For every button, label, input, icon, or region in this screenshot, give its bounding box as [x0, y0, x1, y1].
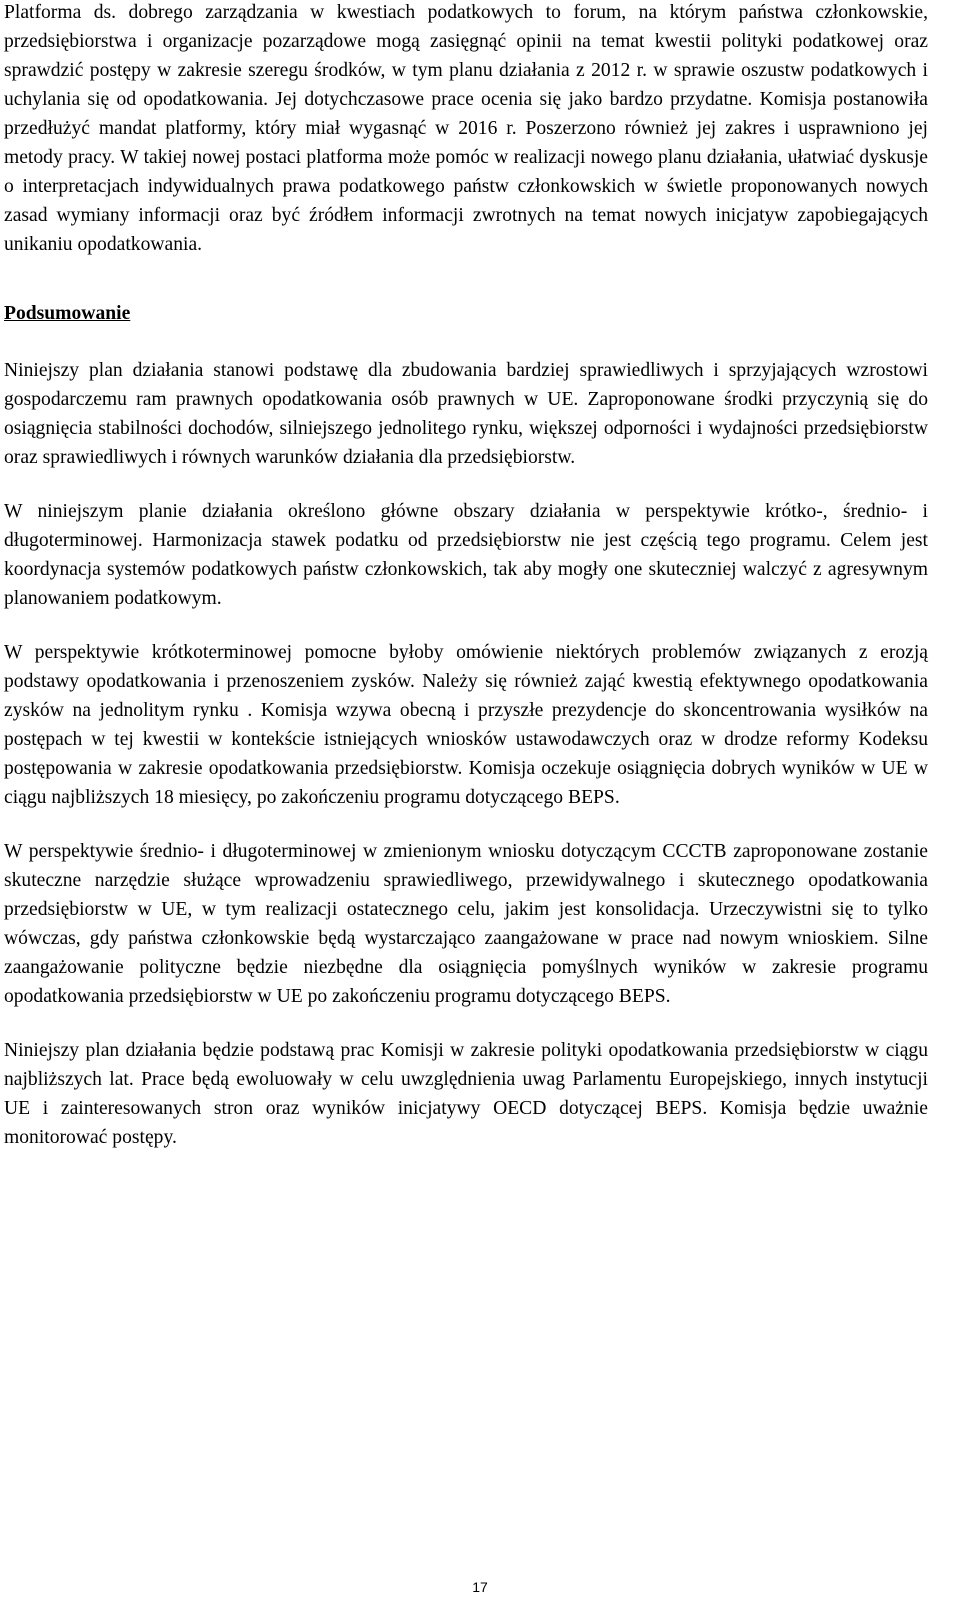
- paragraph-conclusion: Niniejszy plan działania będzie podstawą prac Komisji w zakresie polityki opodatkowania przedsiębiorstw w ciągu najbliższych lat. Prace będą ewoluowały w celu uwzględnienia uwag Parlamentu Europejskiego, innych instytucji UE i zainteresowanych stron oraz wyników inicjatywy OECD dotyczącej BEPS. Komisja będzie uważnie monitorować postępy.: [4, 1040, 928, 1148]
- page-number: 17: [472, 1579, 488, 1595]
- intro-paragraph: Platforma ds. dobrego zarządzania w kwestiach podatkowych to forum, na którym państwa członkowskie, przedsiębiorstwa i organizacje pozarządowe mogą zasięgnąć opinii na temat kwestii polityki podatkowej oraz sprawdzić postępy w zakresie szeregu środków, w tym planu działania z 2012 r. w sprawie oszustw podatkowych i uchylania się od opodatkowania. Jej dotychczasowe prace ocenia się jako bardzo przydatne. Komisja postanowiła przedłużyć mandat platformy, który miał wygasnąć w 2016 r. Poszerzono również jej zakres i usprawniono jej metody pracy. W takiej nowej postaci platforma może pomóc w realizacji nowego planu działania, ułatwiać dyskusje o interpretacjach indywidualnych prawa podatkowego państw członkowskich w świetle proponowanych nowych zasad wymiany informacji oraz być źródłem informacji zwrotnych na temat nowych inicjatyw zapobiegających unikaniu opodatkowania.: [4, 2, 928, 255]
- paragraph-main-areas: W niniejszym planie działania określono główne obszary działania w perspektywie krótko-, średnio- i długoterminowej. Harmonizacja stawek podatku od przedsiębiorstw nie jest częścią tego programu. Celem jest koordynacja systemów podatkowych państw członkowskich, tak aby mogły one skuteczniej walczyć z agresywnym planowaniem podatkowym.: [4, 501, 928, 609]
- paragraph-summary: Niniejszy plan działania stanowi podstawę dla zbudowania bardziej sprawiedliwych i sprzyjających wzrostowi gospodarczemu ram prawnych opodatkowania osób prawnych w UE. Zaproponowane środki przyczynią się do osiągnięcia stabilności dochodów, silniejszego jednolitego rynku, większej odporności i wydajności przedsiębiorstw oraz sprawiedliwych i równych warunków działania dla przedsiębiorstw.: [4, 360, 928, 468]
- section-heading: Podsumowanie: [4, 303, 131, 324]
- paragraph-short-term: W perspektywie krótkoterminowej pomocne byłoby omówienie niektórych problemów związanych z erozją podstawy opodatkowania i przenoszeniem zysków. Należy się również zająć kwestią efektywnego opodatkowania zysków na jednolitym rynku . Komisja wzywa obecną i przyszłe prezydencje do skoncentrowania wysiłków na postępach w tej kwestii w kontekście istniejących wniosków ustawodawczych oraz w drodze reformy Kodeksu postępowania w zakresie opodatkowania przedsiębiorstw. Komisja oczekuje osiągnięcia dobrych wyników w UE w ciągu najbliższych 18 miesięcy, po zakończeniu programu dotyczącego BEPS.: [4, 642, 928, 808]
- paragraph-medium-long-term: W perspektywie średnio- i długoterminowej w zmienionym wniosku dotyczącym CCCTB zaproponowane zostanie skuteczne narzędzie służące wprowadzeniu sprawiedliwego, przewidywalnego i skutecznego opodatkowania przedsiębiorstw w UE, w tym realizacji ostatecznego celu, jakim jest konsolidacja. Urzeczywistni się to tylko wówczas, gdy państwa członkowskie będą wystarczająco zaangażowane w prace nad nowym wnioskiem. Silne zaangażowanie polityczne będzie niezbędne dla osiągnięcia pomyślnych wyników w zakresie programu opodatkowania przedsiębiorstw w UE po zakończeniu programu dotyczącego BEPS.: [4, 841, 928, 1007]
